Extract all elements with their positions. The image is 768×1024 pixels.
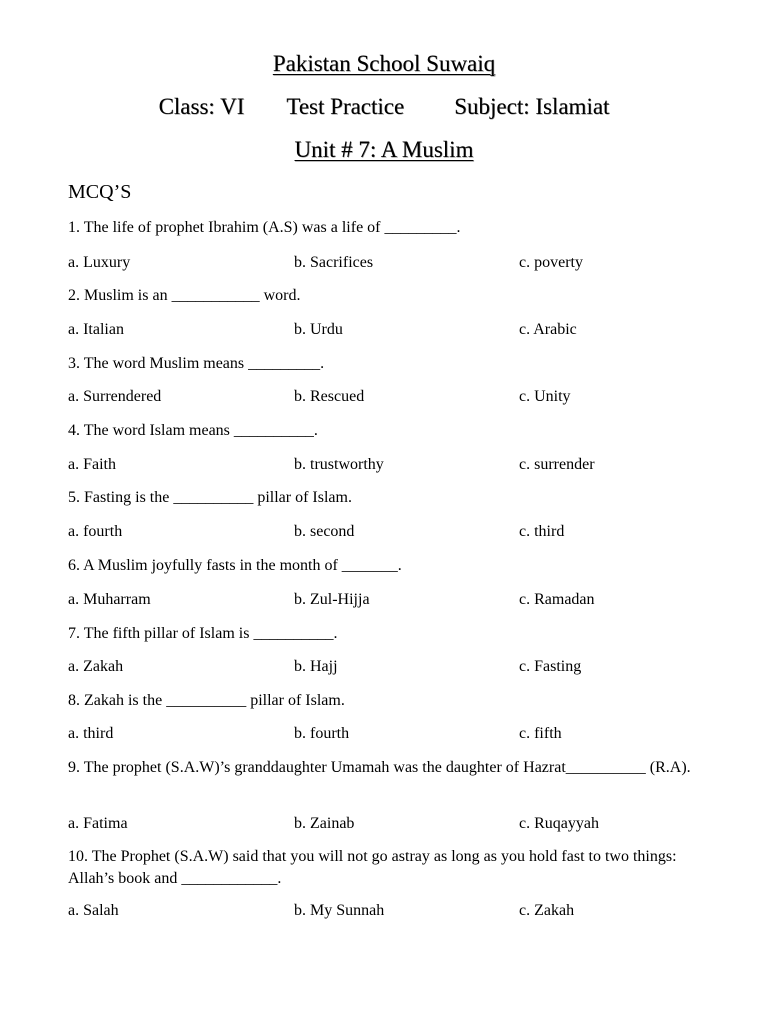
question-9: 9. The prophet (S.A.W)’s granddaughter Umamah was the daughter of Hazrat__________ (R.A). — [68, 759, 691, 776]
section-title: MCQ’S — [68, 181, 132, 203]
question-5: 5. Fasting is the __________ pillar of Islam. — [68, 489, 352, 506]
question-2-option-a: a. Italian — [68, 321, 124, 338]
question-1-option-a: a. Luxury — [68, 254, 131, 271]
question-3-option-b: b. Rescued — [294, 388, 365, 405]
question-1: 1. The life of prophet Ibrahim (A.S) was a life of _________. — [68, 219, 461, 236]
question-5-option-a: a. fourth — [68, 523, 123, 540]
question-10: 10. The Prophet (S.A.W) said that you will not go astray as long as you hold fast to two things: Allah’s book and ____________. — [68, 848, 677, 887]
question-2-option-c: c. Arabic — [519, 321, 577, 338]
question-8: 8. Zakah is the __________ pillar of Islam. — [68, 692, 345, 709]
question-4: 4. The word Islam means __________. — [68, 422, 318, 439]
question-9-option-b: b. Zainab — [294, 815, 355, 832]
question-6-option-c: c. Ramadan — [519, 591, 595, 608]
question-3: 3. The word Muslim means _________. — [68, 355, 325, 372]
question-4-option-a: a. Faith — [68, 456, 116, 473]
test-label: Test Practice — [286, 94, 405, 119]
question-6: 6. A Muslim joyfully fasts in the month of _______. — [68, 557, 402, 574]
question-8-option-c: c. fifth — [519, 725, 562, 742]
question-7-option-b: b. Hajj — [294, 658, 338, 675]
question-5-option-c: c. third — [519, 523, 565, 540]
question-2: 2. Muslim is an ___________ word. — [68, 287, 301, 304]
question-1-option-c: c. poverty — [519, 254, 583, 271]
question-5-option-b: b. second — [294, 523, 355, 540]
unit-title: Unit # 7: A Muslim — [294, 137, 474, 162]
question-7-option-c: c. Fasting — [519, 658, 582, 675]
question-8-option-b: b. fourth — [294, 725, 350, 742]
question-10-option-c: c. Zakah — [519, 902, 575, 919]
question-9-option-c: c. Ruqayyah — [519, 815, 599, 832]
question-10-option-b: b. My Sunnah — [294, 902, 385, 919]
question-10-option-a: a. Salah — [68, 902, 119, 919]
question-3-option-a: a. Surrendered — [68, 388, 162, 405]
question-3-option-c: c. Unity — [519, 388, 571, 405]
question-2-option-b: b. Urdu — [294, 321, 343, 338]
question-8-option-a: a. third — [68, 725, 114, 742]
question-1-option-b: b. Sacrifices — [294, 254, 374, 271]
question-4-option-c: c. surrender — [519, 456, 595, 473]
question-6-option-b: b. Zul-Hijja — [294, 591, 370, 608]
class-subject-line — [0, 93, 768, 121]
question-9-option-a: a. Fatima — [68, 815, 128, 832]
school-title: Pakistan School Suwaiq — [272, 51, 496, 76]
subject-label: Subject: Islamiat — [454, 94, 610, 119]
question-7: 7. The fifth pillar of Islam is __________. — [68, 625, 338, 642]
class-label: Class: VI — [158, 94, 245, 119]
question-7-option-a: a. Zakah — [68, 658, 124, 675]
question-6-option-a: a. Muharram — [68, 591, 151, 608]
question-4-option-b: b. trustworthy — [294, 456, 384, 473]
